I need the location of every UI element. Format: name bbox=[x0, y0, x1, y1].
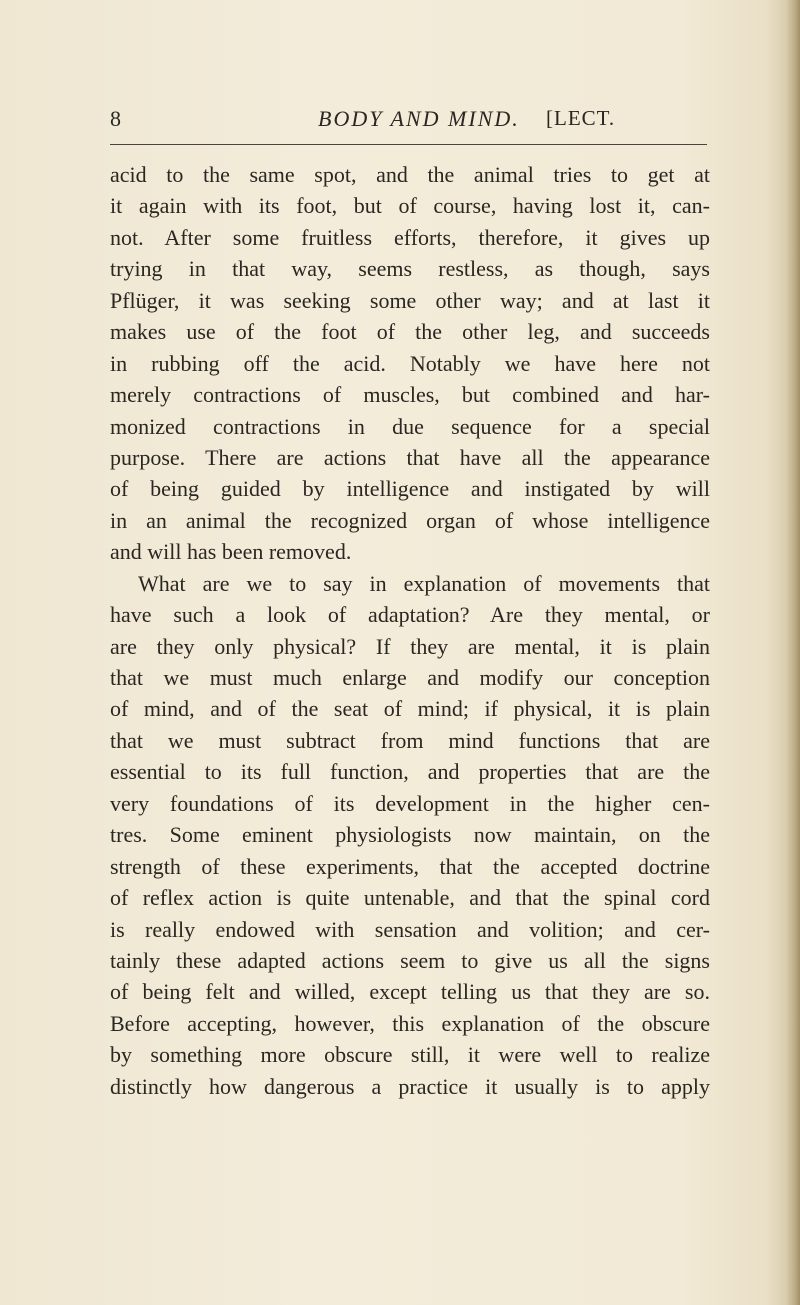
text-line: distinctly how dangerous a practice it usually is to apply bbox=[110, 1073, 710, 1099]
paragraph-start-line: What are we to say in explanation of movements that bbox=[138, 570, 710, 596]
text-line: are they only physical? If they are mental, it is plain bbox=[110, 633, 710, 659]
book-title: BODY AND MIND. bbox=[318, 106, 520, 131]
body-text bbox=[110, 159, 710, 1102]
running-head bbox=[110, 106, 710, 140]
text-line: of reflex action is quite untenable, and that the spinal cord bbox=[110, 885, 710, 911]
text-line: very foundations of its development in the higher cen- bbox=[110, 790, 710, 816]
text-line: is really endowed with sensation and volition; and cer- bbox=[110, 916, 710, 942]
text-line: purpose. There are actions that have all the appearance bbox=[110, 444, 710, 470]
paragraph-end-line: and will has been removed. bbox=[110, 539, 352, 565]
text-line: makes use of the foot of the other leg, and succeeds bbox=[110, 319, 710, 345]
text-line: Pflüger, it was seeking some other way; and at last it bbox=[110, 287, 710, 313]
text-line: in rubbing off the acid. Notably we have here not bbox=[110, 350, 710, 376]
text-line: Before accepting, however, this explanation of the obscure bbox=[110, 1010, 710, 1036]
text-line: monized contractions in due sequence for a special bbox=[110, 413, 710, 439]
text-line: trying in that way, seems restless, as though, says bbox=[110, 256, 710, 282]
text-line: it again with its foot, but of course, having lost it, can- bbox=[110, 193, 710, 219]
section-mark: [LECT. bbox=[546, 106, 616, 130]
text-line: of being felt and willed, except telling us that they are so. bbox=[110, 979, 710, 1005]
header-rule bbox=[110, 144, 707, 145]
text-line: essential to its full function, and properties that are the bbox=[110, 759, 710, 785]
page-number: 8 bbox=[110, 106, 121, 131]
text-line: have such a look of adaptation? Are they mental, or bbox=[110, 602, 710, 628]
text-line: acid to the same spot, and the animal tries to get at bbox=[110, 162, 710, 187]
text-line: not. After some fruitless efforts, therefore, it gives up bbox=[110, 224, 710, 250]
text-line: that we must subtract from mind functions that are bbox=[110, 727, 710, 753]
text-line: in an animal the recognized organ of whose intelligence bbox=[110, 507, 710, 533]
text-line: that we must much enlarge and modify our conception bbox=[110, 665, 710, 690]
text-line: tainly these adapted actions seem to give us all the signs bbox=[110, 947, 710, 973]
text-line: strength of these experiments, that the accepted doctrine bbox=[110, 853, 710, 879]
page-edge-shadow bbox=[786, 0, 800, 1305]
text-line: tres. Some eminent physiologists now maintain, on the bbox=[110, 822, 710, 848]
text-line: merely contractions of muscles, but combined and har- bbox=[110, 382, 710, 408]
text-line: of being guided by intelligence and instigated by will bbox=[110, 476, 710, 502]
text-line: by something more obscure still, it were well to realize bbox=[110, 1042, 710, 1068]
text-line: of mind, and of the seat of mind; if physical, it is plain bbox=[110, 696, 710, 722]
